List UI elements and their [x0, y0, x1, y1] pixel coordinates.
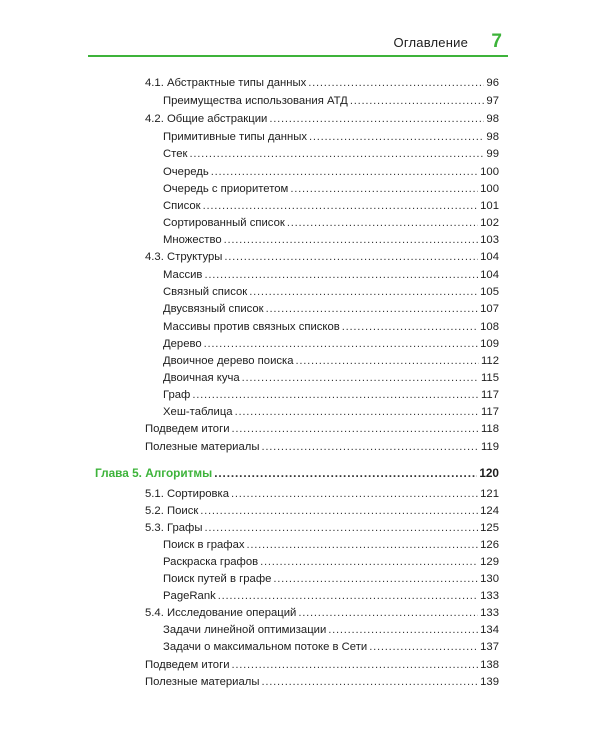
toc-entry[interactable]: Двусвязный список . . . 107 — [163, 302, 499, 316]
toc-entry[interactable]: Раскраска графов . . . 129 — [163, 555, 499, 569]
toc-entry[interactable]: Преимущества использования АТД . . . 97 — [163, 94, 499, 108]
running-header — [88, 32, 508, 54]
toc-entry[interactable]: Подведем итоги . . . 138 — [145, 658, 499, 672]
toc-entry[interactable]: Двоичное дерево поиска . . . 112 — [163, 354, 499, 368]
toc-entry[interactable]: Граф . . . 117 — [163, 388, 499, 402]
toc-entry[interactable]: 4.2. Общие абстракции . . . 98 — [145, 112, 499, 126]
toc-entry[interactable]: Дерево . . . 109 — [163, 337, 499, 351]
toc-entry[interactable]: Стек . . . 99 — [163, 147, 499, 161]
toc-entry[interactable]: PageRank . . . 133 — [163, 589, 499, 603]
toc-entry[interactable]: Подведем итоги . . . 118 — [145, 422, 499, 436]
toc-entry[interactable]: 4.1. Абстрактные типы данных . . . 96 — [145, 76, 499, 90]
toc-entry[interactable]: Задачи о максимальном потоке в Сети . . . 137 — [163, 640, 499, 654]
header-title: Оглавление — [393, 35, 468, 50]
toc-chapter-entry[interactable]: Глава 5. Алгоритмы . . . 120 — [95, 466, 499, 480]
toc-entry[interactable]: Очередь . . . 100 — [163, 165, 499, 179]
header-rule — [88, 55, 508, 57]
toc-entry[interactable]: Массивы против связных списков . . . 108 — [163, 320, 499, 334]
toc-entry[interactable]: Множество . . . 103 — [163, 233, 499, 247]
toc-entry[interactable]: 5.2. Поиск . . . 124 — [145, 504, 499, 518]
toc-entry[interactable]: Поиск путей в графе . . . 130 — [163, 572, 499, 586]
toc-entry[interactable]: 5.1. Сортировка . . . 121 — [145, 487, 499, 501]
toc-entry[interactable]: Двоичная куча . . . 115 — [163, 371, 499, 385]
toc-entry[interactable]: Очередь с приоритетом . . . 100 — [163, 182, 499, 196]
toc-entry[interactable]: Сортированный список . . . 102 — [163, 216, 499, 230]
toc-entry[interactable]: Связный список . . . 105 — [163, 285, 499, 299]
toc-entry[interactable]: Задачи линейной оптимизации . . . 134 — [163, 623, 499, 637]
toc-entry[interactable]: Массив . . . 104 — [163, 268, 499, 282]
toc-entry[interactable]: 5.4. Исследование операций . . . 133 — [145, 606, 499, 620]
toc-entry[interactable]: Хеш-таблица . . . 117 — [163, 405, 499, 419]
toc-entry[interactable]: Список . . . 101 — [163, 199, 499, 213]
header-page-number: 7 — [491, 31, 502, 52]
toc-entry[interactable]: Полезные материалы . . . 119 — [145, 440, 499, 454]
toc-entry[interactable]: Полезные материалы . . . 139 — [145, 675, 499, 689]
toc-entry[interactable]: 4.3. Структуры . . . 104 — [145, 250, 499, 264]
toc-entry[interactable]: Примитивные типы данных . . . 98 — [163, 130, 499, 144]
toc-entry[interactable]: 5.3. Графы . . . 125 — [145, 521, 499, 535]
toc-entry[interactable]: Поиск в графах . . . 126 — [163, 538, 499, 552]
